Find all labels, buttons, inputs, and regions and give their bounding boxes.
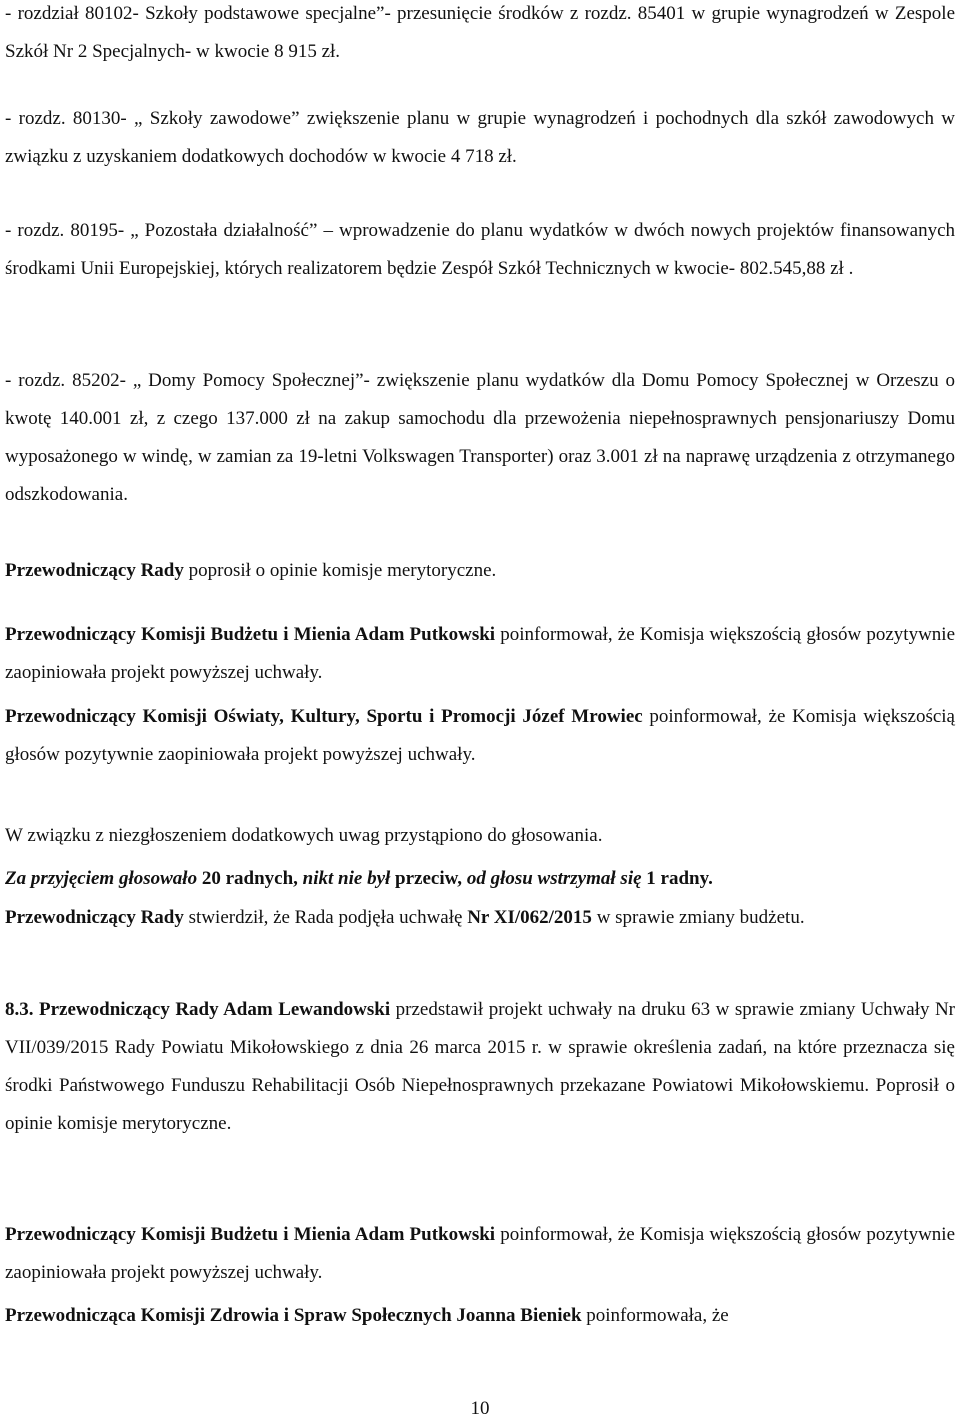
vote-for-label: Za przyjęciem głosowało — [5, 868, 202, 889]
paragraph-text: w sprawie zmiany budżetu. — [591, 907, 805, 928]
paragraph-rozdz-80130: - rozdz. 80130- „ Szkoły zawodowe” zwiększenie planu w grupie wynagrodzeń i pochodnych dla szkół zawodowych w związku z uzyskaniem dodatkowych dochodów w kwocie 4 718 zł. — [5, 108, 955, 167]
paragraph-text: poprosił o opinie komisje merytoryczne. — [183, 560, 497, 581]
paragraph-resolution-adopted — [5, 899, 955, 937]
paragraph-budget-committee-opinion — [5, 616, 955, 692]
speaker-name: Przewodniczący Rady — [5, 560, 184, 581]
paragraph-text: poinformowała, że — [581, 1305, 729, 1326]
speaker-name: Przewodniczący Komisji Budżetu i Mienia Adam Putkowski — [5, 624, 496, 645]
paragraph-budget-committee-opinion-2 — [5, 1216, 955, 1292]
vote-abstain-count: 1 radny. — [646, 868, 713, 889]
speaker-name: Przewodnicząca Komisji Zdrowia i Spraw Społecznych Joanna Bieniek — [5, 1305, 582, 1326]
paragraph-text: przedstawił projekt uchwały na druku 63 w sprawie zmiany Uchwały Nr VII/039/2015 Rady Powiatu Mikołowskiego z dnia 26 marca 2015 r. w sprawie określenia zadań, na które przeznacza się środki Państwowego Funduszu Rehabilitacji Osób Niepełnosprawnych przekazane Powiatowi Mikołowskiemu. Poprosił o opinie komisje merytoryczne. — [5, 999, 956, 1134]
vote-abstain-label: od głosu wstrzymał się — [466, 868, 647, 889]
vote-for-count: 20 radnych, — [201, 868, 303, 889]
paragraph-chairman-request — [5, 552, 955, 590]
paragraph-text: stwierdził, że Rada podjęła uchwałę — [183, 907, 468, 928]
speaker-name: Przewodniczący Rady — [5, 907, 184, 928]
speaker-name: Przewodniczący Komisji Oświaty, Kultury, Sportu i Promocji Józef Mrowiec — [5, 706, 643, 727]
page-number: 10 — [470, 1398, 490, 1419]
paragraph-text: poinformował, że Komisja większością głosów pozytywnie zaopiniowała projekt powyższej uchwały. — [5, 706, 955, 765]
vote-against-count: przeciw, — [395, 868, 467, 889]
paragraph-item-8-3 — [5, 991, 955, 1143]
paragraph-voting-result — [5, 860, 955, 898]
paragraph-voting-start: W związku z niezgłoszeniem dodatkowych uwag przystąpiono do głosowania. — [5, 825, 603, 846]
paragraph-education-committee-opinion — [5, 698, 955, 774]
vote-against-label: nikt nie był — [302, 868, 396, 889]
paragraph-health-committee-opinion — [5, 1297, 955, 1335]
resolution-number: Nr XI/062/2015 — [467, 907, 592, 928]
paragraph-text: poinformował, że Komisja większością głosów pozytywnie zaopiniowała projekt powyższej uchwały. — [5, 624, 956, 683]
item-heading: 8.3. Przewodniczący Rady Adam Lewandowski — [5, 999, 391, 1020]
paragraph-text: poinformował, że Komisja większością głosów pozytywnie zaopiniowała projekt powyższej uchwały. — [5, 1224, 956, 1283]
speaker-name: Przewodniczący Komisji Budżetu i Mienia Adam Putkowski — [5, 1224, 496, 1245]
paragraph-rozdzial-80102: - rozdział 80102- Szkoły podstawowe specjalne”- przesunięcie środków z rozdz. 85401 w grupie wynagrodzeń w Zespole Szkół Nr 2 Specjalnych- w kwocie 8 915 zł. — [5, 3, 955, 62]
paragraph-rozdz-80195: - rozdz. 80195- „ Pozostała działalność” – wprowadzenie do planu wydatków w dwóch nowych projektów finansowanych środkami Unii Europejskiej, których realizatorem będzie Zespół Szkół Technicznych w kwocie- 802.545,88 zł . — [5, 220, 955, 279]
paragraph-rozdz-85202: - rozdz. 85202- „ Domy Pomocy Społecznej”- zwiększenie planu wydatków dla Domu Pomocy Społecznej w Orzeszu o kwotę 140.001 zł, z czego 137.000 zł na zakup samochodu dla przewożenia niepełnosprawnych pensjonariuszy Domu wyposażonego w windę, w zamian za 19-letni Volkswagen Transporter) oraz 3.001 zł na naprawę urządzenia z otrzymanego odszkodowania. — [5, 370, 955, 505]
